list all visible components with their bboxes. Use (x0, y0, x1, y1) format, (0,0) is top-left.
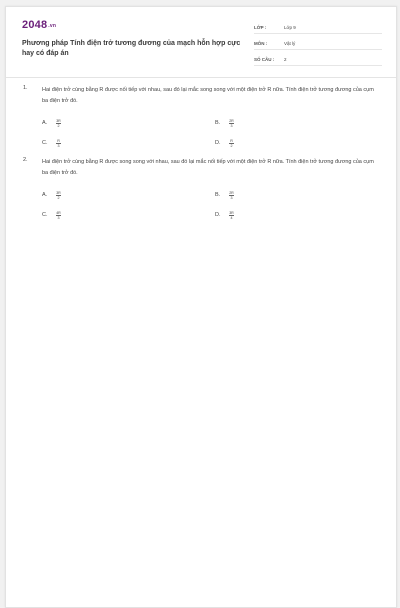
question-text: Hai điện trở cùng bằng R được song song với nhau, sau đó lại mắc nối tiếp với một điện trở R nữa. Tính điện trở tương đương của cụm ba điện trở đó. (42, 159, 374, 176)
fraction-numerator: 2R (229, 118, 234, 123)
question-2 (6, 157, 396, 220)
meta-row-count (254, 53, 382, 66)
meta-key: LỚP : (254, 24, 267, 30)
worksheet-header (6, 7, 396, 73)
fraction-denominator: 4 (230, 215, 233, 220)
answer-letter: C. (42, 140, 48, 146)
document-title: Phương pháp Tính điện trở tương đương của mạch hỗn hợp cực hay có đáp án (22, 40, 241, 57)
answer-option-a[interactable] (42, 118, 215, 128)
answer-option-c[interactable] (42, 138, 215, 148)
answer-option-a[interactable] (42, 190, 215, 200)
question-number: 2. (23, 157, 28, 163)
answer-fraction (56, 191, 61, 200)
meta-row-class (254, 21, 382, 34)
answer-fraction (229, 191, 234, 200)
answer-letter: B. (215, 192, 221, 198)
answer-letter: C. (42, 212, 48, 218)
meta-row-subject (254, 37, 382, 50)
answer-letter: D. (215, 212, 221, 218)
answer-fraction (229, 211, 234, 220)
fraction-denominator: 2 (230, 143, 233, 148)
logo-main: 2048 (22, 19, 48, 31)
fraction-denominator: 3 (230, 195, 233, 200)
logo-suffix: .vn (48, 23, 57, 29)
meta-key: SỐ CÂU : (254, 56, 275, 62)
answer-fraction (56, 119, 61, 128)
fraction-numerator: 3R (56, 118, 61, 123)
answer-option-d[interactable] (215, 210, 388, 220)
meta-key: MÔN : (254, 40, 268, 46)
question-text: Hai điện trở cùng bằng R được nối tiếp với nhau, sau đó lại mắc song song với một điện trở R nữa. Tính điện trở tương đương của cụm ba điện trở đó. (42, 87, 374, 104)
meta-value: 2 (284, 56, 287, 62)
answer-fraction (56, 211, 61, 220)
answer-options (42, 190, 376, 220)
answer-letter: B. (215, 120, 221, 126)
question-1 (6, 85, 396, 148)
worksheet-page (5, 6, 397, 608)
fraction-denominator: 3 (57, 143, 60, 148)
answer-letter: A. (42, 120, 48, 126)
fraction-numerator: 3R (229, 210, 234, 215)
fraction-numerator: 4R (56, 210, 61, 215)
answer-options (42, 118, 376, 148)
answer-option-b[interactable] (215, 190, 388, 200)
answer-fraction (229, 139, 234, 148)
fraction-denominator: 2 (57, 195, 60, 200)
meta-value: Vật lý (284, 40, 296, 46)
fraction-numerator: R (57, 138, 60, 143)
answer-option-b[interactable] (215, 118, 388, 128)
site-logo[interactable] (22, 19, 56, 31)
answer-option-c[interactable] (42, 210, 215, 220)
meta-info (254, 21, 382, 69)
fraction-numerator: 3R (56, 190, 61, 195)
answer-fraction (56, 139, 61, 148)
question-list (6, 85, 396, 220)
fraction-numerator: 2R (229, 190, 234, 195)
fraction-denominator: 2 (57, 123, 60, 128)
fraction-denominator: 3 (57, 215, 60, 220)
header-divider (6, 77, 396, 78)
answer-fraction (229, 119, 234, 128)
meta-value: Lớp 9 (284, 24, 296, 30)
fraction-denominator: 3 (230, 123, 233, 128)
answer-letter: D. (215, 140, 221, 146)
answer-letter: A. (42, 192, 48, 198)
fraction-numerator: R (230, 138, 233, 143)
answer-option-d[interactable] (215, 138, 388, 148)
question-number: 1. (23, 85, 28, 91)
